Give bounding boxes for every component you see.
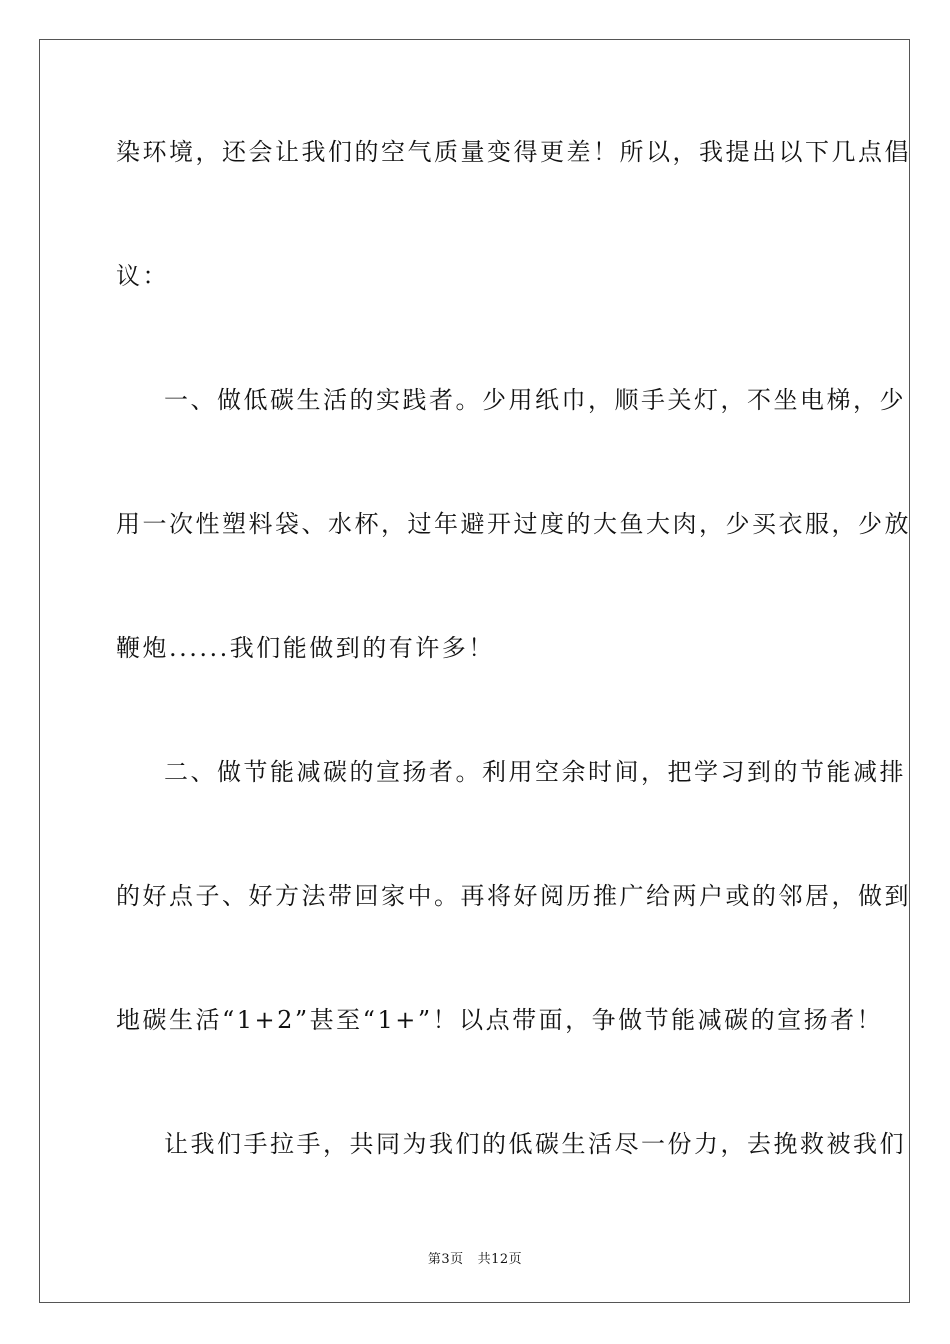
page-border — [39, 39, 910, 1303]
text-line-4: 用一次性塑料袋、水杯，过年避开过度的大鱼大肉，少买衣服，少放 — [116, 510, 911, 538]
text-line-7: 的好点子、好方法带回家中。再将好阅历推广给两户或的邻居，做到 — [116, 882, 911, 910]
page-footer — [0, 1248, 950, 1267]
page-number: 第3页 — [427, 1252, 464, 1267]
text-line-5: 鞭炮......我们能做到的有许多！ — [116, 634, 495, 662]
text-line-2: 议： — [116, 262, 169, 290]
text-line-3: 一、做低碳生活的实践者。少用纸巾，顺手关灯，不坐电梯，少 — [164, 386, 906, 414]
text-line-8: 地碳生活“1+2”甚至“1+”！以点带面，争做节能减碳的宣扬者！ — [116, 1006, 884, 1034]
text-line-6: 二、做节能减碳的宣扬者。利用空余时间，把学习到的节能减排 — [164, 758, 906, 786]
page-total: 共12页 — [477, 1252, 523, 1267]
text-line-1: 染环境，还会让我们的空气质量变得更差！所以，我提出以下几点倡 — [116, 138, 911, 166]
text-line-9: 让我们手拉手，共同为我们的低碳生活尽一份力，去挽救被我们 — [164, 1130, 906, 1158]
